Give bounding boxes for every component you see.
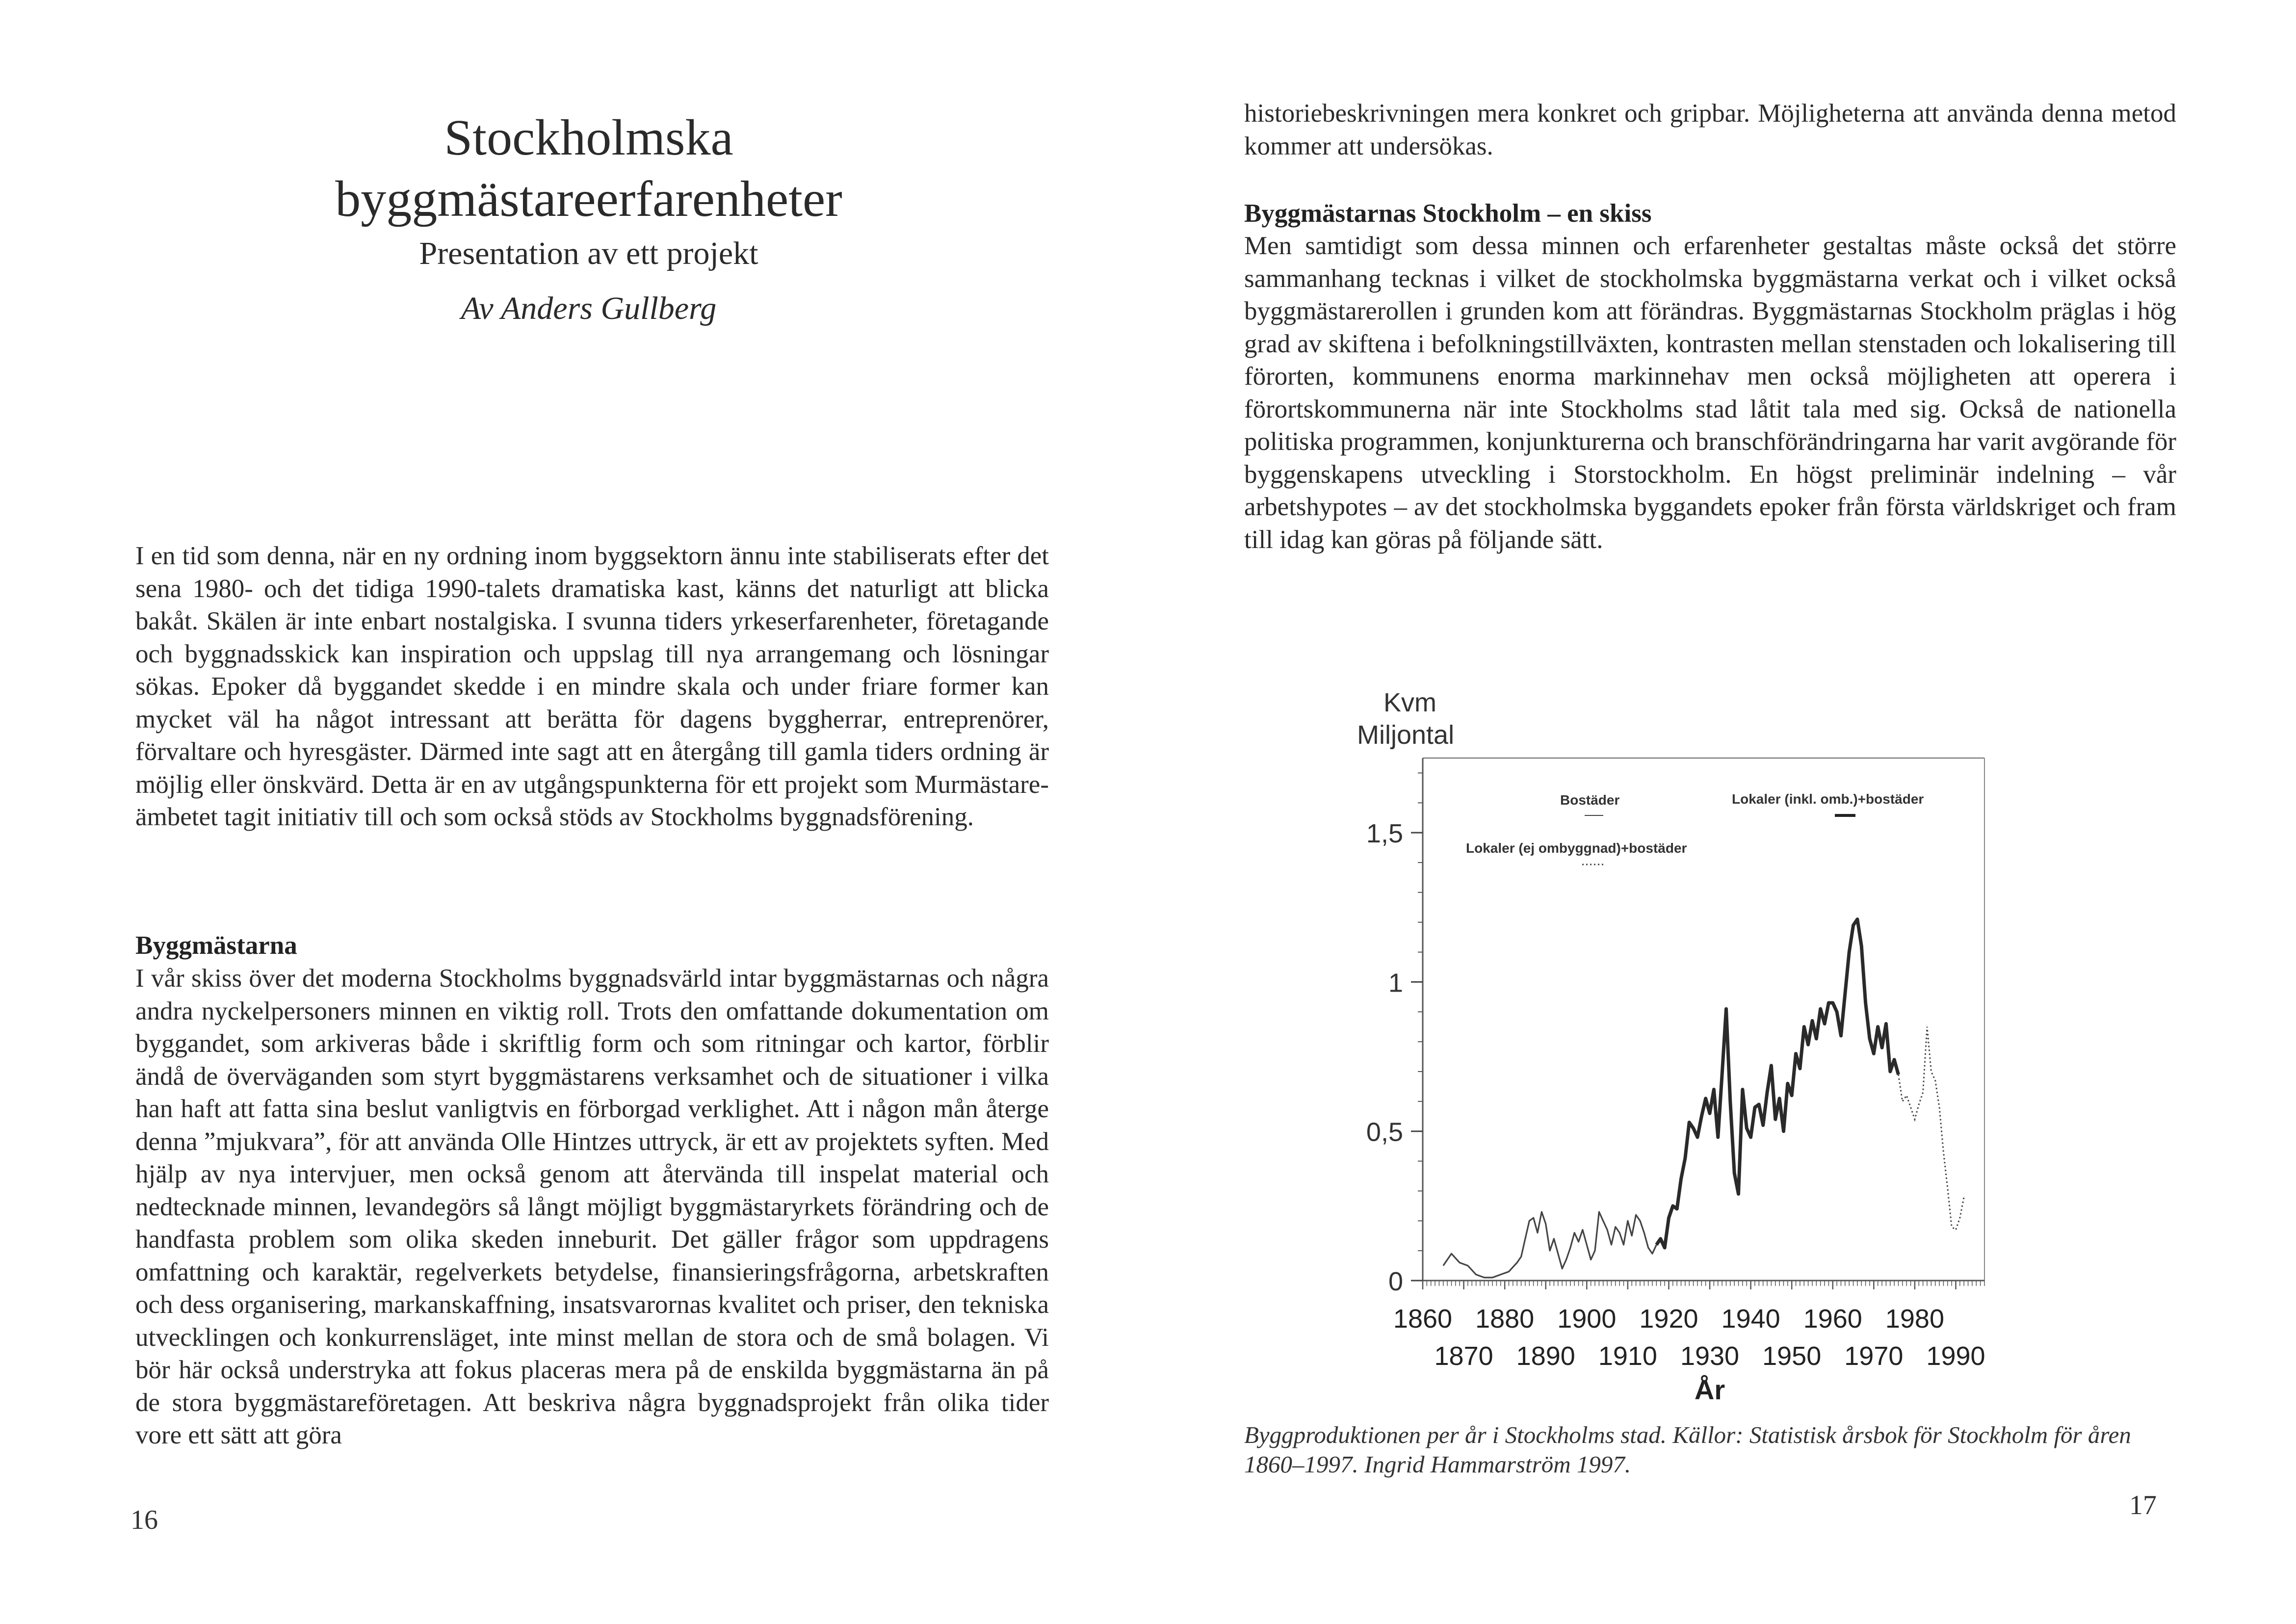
- x-tick-label-upper: 1980: [1885, 1304, 1944, 1334]
- x-tick-label-upper: 1960: [1803, 1304, 1862, 1334]
- continuation-paragraph: historiebeskrivningen mera konkret och gripbar. Möjligheterna att använda denna metod kommer att undersökas.: [1244, 99, 2176, 160]
- section-heading-byggmastarna: Byggmästarna: [135, 931, 297, 960]
- x-tick-label-upper: 1920: [1639, 1304, 1698, 1334]
- y-axis-label-unit: Kvm: [1383, 688, 1436, 717]
- x-tick-label-upper: 1860: [1393, 1304, 1453, 1334]
- x-tick-label-lower: 1910: [1598, 1341, 1657, 1371]
- page-number-left: 16: [130, 1505, 158, 1535]
- production-chart-svg: [1325, 677, 2061, 1413]
- x-tick-label-upper: 1880: [1475, 1304, 1535, 1334]
- x-tick-label-lower: 1870: [1434, 1341, 1493, 1371]
- y-tick-label: 1,5: [1366, 819, 1403, 849]
- x-tick-label-lower: 1990: [1926, 1341, 1985, 1371]
- series-line-3: [1899, 1027, 1964, 1230]
- series-line-1: [1443, 1212, 1657, 1278]
- article-title-block: [132, 107, 1045, 328]
- legend-label-bostader: Bostäder: [1560, 792, 1620, 808]
- y-tick-label: 1: [1388, 968, 1403, 998]
- x-tick-label-lower: 1970: [1844, 1341, 1904, 1371]
- production-chart: [1325, 677, 2061, 1413]
- x-tick-label-lower: 1930: [1680, 1341, 1740, 1371]
- x-tick-label-upper: 1940: [1721, 1304, 1780, 1334]
- section-paragraph-skiss: Men samtidigt som dessa minnen och erfarenheter gestaltas måste också det större sammanhang tecknas i vilket de stockholmska byggmästarna verkat och i vilket också byggmästarerollen i grunden kom att förändras. Byggmästarnas Stockholm präglas i hög grad av skiftena i befolkningstillväxten, kontrasten mellan stenstaden och lokalisering till förorten, kommunens enorma markinnehav men också möjligheten att operera i förortskommunerna när inte Stockholms stad låtit tala med sig. Också de nationella politiska programmen, konjunkturerna och branschförändringarna har varit avgörande för byggenskapens utveckling i Storstockholm. En högst preliminär indelning – vår arbetshypotes – av det stockholmska byggandets epoker från första världskriget och fram till idag kan göras på följande sätt.: [1244, 232, 2176, 554]
- article-author: Av Anders Gullberg: [461, 290, 717, 326]
- legend-label-lokaler-ej: Lokaler (ej ombyggnad)+bostäder: [1466, 840, 1687, 856]
- article-title: [132, 107, 1045, 230]
- section-heading-skiss: Byggmästarnas Stockholm – en skiss: [1244, 199, 1652, 228]
- x-tick-label-upper: 1900: [1557, 1304, 1617, 1334]
- x-tick-label-lower: 1890: [1516, 1341, 1575, 1371]
- x-tick-label-lower: 1950: [1762, 1341, 1822, 1371]
- series-line-2: [1656, 919, 1898, 1248]
- legend-label-lokaler-inkl: Lokaler (inkl. omb.)+bostäder: [1732, 791, 1924, 807]
- article-title-line2: byggmästareerfarenheter: [335, 171, 842, 227]
- y-axis-label-scale: Miljontal: [1357, 720, 1455, 750]
- chart-caption: Byggproduktionen per år i Stockholms stad. Källor: Statistisk årsbok för Stockholm för åren 1860–1997. Ingrid Hammarström 1997.: [1244, 1421, 2131, 1478]
- section-paragraph-byggmastarna: I vår skiss över det moderna Stockholms byggnadsvärld intar byggmästarnas och några andra nyckelpersoners minnen en viktig roll. Trots den omfattande dokumentation om byggandet, som arkiveras både i skriftlig form och som ritningar och kartor, förblir ändå de överväganden som styrt byggmästarens verksamhet och de situationer i vilka han haft att fatta sina beslut vanligtvis en förborgad verklighet. Att i någon mån återge denna ”mjukvara”, för att använda Olle Hintzes uttryck, är ett av projektets syften. Med hjälp av nya intervjuer, men också genom att återvända till inspelat material och nedtecknade minnen, levandegörs så långt möjligt byggmästaryrkets förändring och de handfasta problem som olika skeden inneburit. Det gäller frågor som uppdragens omfattning och karaktär, regelverkets betydelse, finansieringsfrågorna, arbetskraften och dess organisering, markanskaffning, insatsvarornas kvalitet och priser, den tekniska utvecklingen och konkurrensläget, inte minst mellan de stora och de små bolagen. Vi bör här också understryka att fokus placeras mera på de enskilda byggmästarna än på de stora byggmästareföretagen. Att beskriva några byggnadsprojekt från olika tider vore ett sätt att göra: [135, 964, 1049, 1449]
- x-axis-label: År: [1694, 1374, 1725, 1405]
- page-number-right: 17: [2129, 1490, 2157, 1520]
- article-title-line1: Stockholmska: [444, 109, 733, 166]
- article-subtitle: Presentation av ett projekt: [419, 236, 758, 271]
- y-tick-label: 0: [1388, 1267, 1403, 1296]
- intro-paragraph: I en tid som denna, när en ny ordning inom byggsektorn ännu inte stabiliserats efter det sena 1980- och det tidiga 1990-talets dramatiska kast, känns det naturligt att blicka bakåt. Skälen är inte enbart nostalgiska. I svunna tiders yrkeserfarenheter, företagande och byggnadsskick kan inspiration och uppslag till nya arrangemang och lösningar sökas. Epoker då byggandet skedde i en mindre skala och under friare former kan mycket väl ha något intressant att berätta för dagens byggherrar, entreprenörer, förvaltare och hyresgäster. Därmed inte sagt att en återgång till gamla tiders ordning är möjlig eller önskvärd. Detta är en av utgångspunkterna för ett projekt som Murmästareämbetet tagit initiativ till och som också stöds av Stockholms byggnadsförening.: [135, 542, 1049, 831]
- y-tick-label: 0,5: [1366, 1117, 1403, 1147]
